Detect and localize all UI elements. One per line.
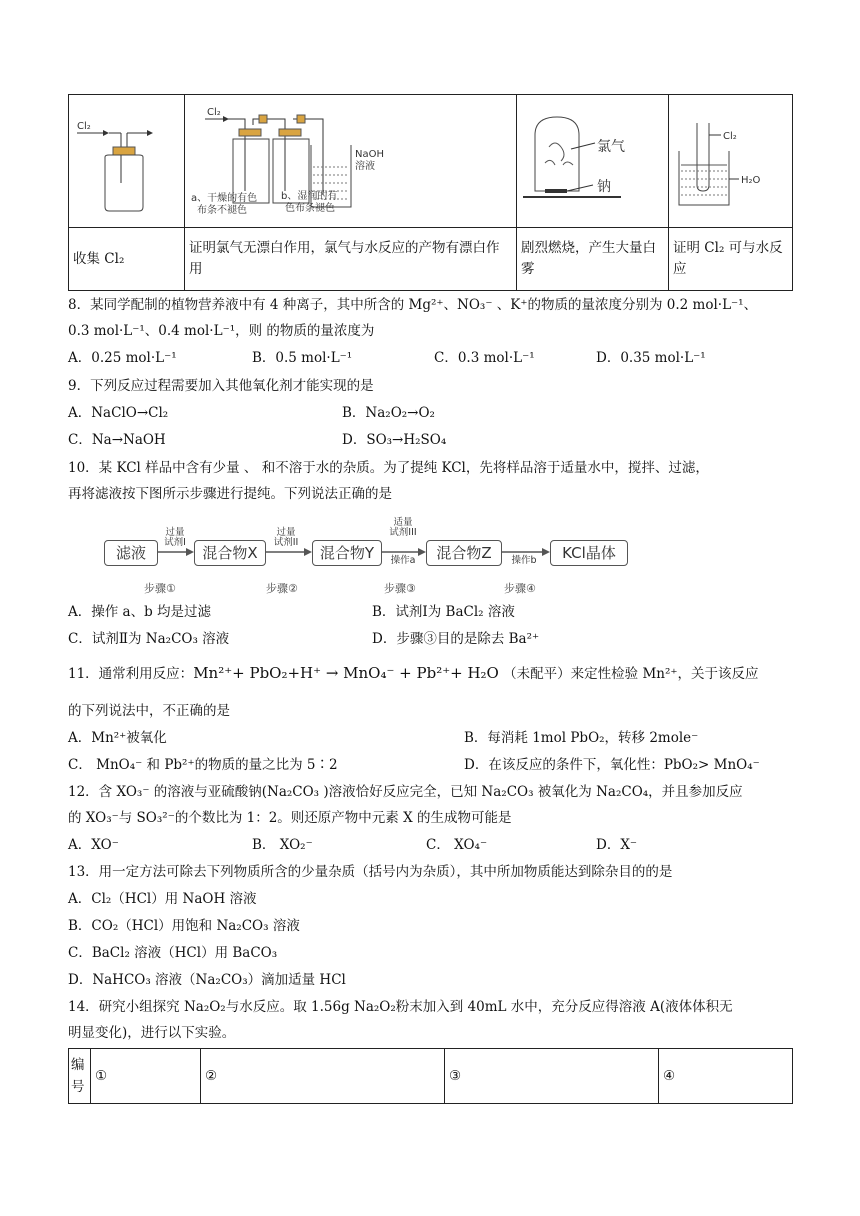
fig-b-solution-label: 溶液 <box>355 161 375 172</box>
q13-option-c: C．BaCl₂ 溶液（HCl）用 BaCO₃ <box>68 945 278 961</box>
flow-box-mixture-y: 混合物Y <box>312 540 382 566</box>
q11-option-d: D．在该反应的条件下，氧化性：PbO₂> MnO₄⁻ <box>464 757 760 773</box>
q13-option-a: A．Cl₂（HCl）用 NaOH 溶液 <box>68 891 257 907</box>
q13-option-b: B．CO₂（HCl）用饱和 Na₂CO₃ 溶液 <box>68 918 300 934</box>
experiment-cell-1: ① <box>91 1049 201 1104</box>
fig-c-sodium-label: 钠 <box>597 179 611 195</box>
experiment-table <box>68 1048 793 1104</box>
fig-a-gas-label: Cl₂ <box>77 121 91 132</box>
fig-b-note-b1: b、湿润的有 <box>281 191 338 202</box>
experiment-cell-2: ② <box>201 1049 445 1104</box>
fig-b-gas-label: Cl₂ <box>207 107 221 118</box>
fig-c-chlorine-label: 氯气 <box>597 139 625 155</box>
q10-option-b: B．试剂Ⅰ为 BaCl₂ 溶液 <box>372 604 515 620</box>
arrow1-label-1: 过量 <box>165 527 185 538</box>
q12-text2: 的 XO₃⁻与 SO₃²⁻的个数比为 1：2。则还原产物中元素 X 的生成物可能是 <box>68 810 512 826</box>
caption-2: 证明氯气无漂白作用，氯气与水反应的产物有漂白作用 <box>185 228 517 291</box>
fig-b-note-a2: 布条不褪色 <box>197 205 247 216</box>
q11-text <box>68 664 792 683</box>
experiment-cell-4: ④ <box>659 1049 793 1104</box>
fig-d-cl2-label: Cl₂ <box>723 131 737 142</box>
q8-option-c: C．0.3 mol·L⁻¹ <box>434 350 535 366</box>
arrow3-label-1: 适量 <box>393 517 413 528</box>
arrow1-label-2: 试剂I <box>164 537 186 548</box>
experiment-header: 编号 <box>69 1049 91 1104</box>
q10-option-c: C．试剂Ⅱ为 Na₂CO₃ 溶液 <box>68 631 230 647</box>
step-1-label: 步骤① <box>144 582 176 595</box>
flow-box-kcl-crystal: KCl晶体 <box>550 540 628 566</box>
fig-b-naoh-label: NaOH <box>355 149 384 160</box>
caption-3: 剧烈燃烧，产生大量白雾 <box>517 228 669 291</box>
q11-equation: Mn²⁺+ PbO₂+H⁺ → MnO₄⁻ + Pb²⁺+ H₂O <box>193 664 499 682</box>
q12-option-c: C． XO₄⁻ <box>426 837 488 853</box>
q10-option-d: D．步骤③目的是除去 Ba²⁺ <box>372 631 540 647</box>
q14-text: 14．研究小组探究 Na₂O₂与水反应。取 1.56g Na₂O₂粉末加入到 40mL 水中，充分反应得溶液 A(液体体积无 <box>68 999 733 1015</box>
q11-option-c: C． MnO₄⁻ 和 Pb²⁺的物质的量之比为 5∶2 <box>68 757 338 773</box>
q12-option-a: A．XO⁻ <box>68 837 119 853</box>
flow-box-mixture-z: 混合物Z <box>426 540 502 566</box>
q11-prefix: 11．通常利用反应： <box>68 666 194 682</box>
arrow4-label-1: 操作b <box>511 555 537 566</box>
q12-option-d: D．X⁻ <box>596 837 638 853</box>
step-4-label: 步骤④ <box>504 582 536 595</box>
figure-bleach-test <box>185 95 517 228</box>
q8-text: 8．某同学配制的植物营养液中有 4 种离子，其中所含的 Mg²⁺、NO₃⁻ 、K⁺的物质的量浓度分别为 0.2 mol·L⁻¹、 <box>68 297 758 313</box>
fig-d-h2o-label: H₂O <box>741 175 761 186</box>
q8-option-a: A．0.25 mol·L⁻¹ <box>68 350 177 366</box>
flow-box-filtrate: 滤液 <box>104 540 158 566</box>
q8-text2: 0.3 mol·L⁻¹、0.4 mol·L⁻¹，则 的物质的量浓度为 <box>68 323 375 339</box>
q9-option-a: A．NaClO→Cl₂ <box>68 405 169 421</box>
arrow2-label-1: 过量 <box>276 527 296 538</box>
q9-text: 9．下列反应过程需要加入其他氧化剂才能实现的是 <box>68 378 374 394</box>
q11-text2: 的下列说法中，不正确的是 <box>68 703 230 719</box>
q11-option-a: A．Mn²⁺被氧化 <box>68 730 167 746</box>
q8-option-b: B．0.5 mol·L⁻¹ <box>252 350 353 366</box>
step-3-label: 步骤③ <box>384 582 416 595</box>
q11-suffix: （未配平）来定性检验 Mn²⁺，关于该反应 <box>503 666 759 682</box>
q10-text: 10．某 KCl 样品中含有少量 、 和不溶于水的杂质。为了提纯 KCl，先将样品溶于适量水中，搅拌、过滤， <box>68 460 709 476</box>
q9-option-d: D．SO₃→H₂SO₄ <box>342 432 447 448</box>
q12-text: 12．含 XO₃⁻ 的溶液与亚硫酸钠(Na₂CO₃ )溶液恰好反应完全，已知 Na₂CO₃ 被氧化为 Na₂CO₄，并且参加反应 <box>68 784 743 800</box>
q13-text: 13．用一定方法可除去下列物质所含的少量杂质（括号内为杂质），其中所加物质能达到除杂目的的是 <box>68 864 673 880</box>
q10-option-a: A．操作 a、b 均是过滤 <box>68 604 212 620</box>
q9-option-b: B．Na₂O₂→O₂ <box>342 405 435 421</box>
q11-option-b: B．每消耗 1mol PbO₂，转移 2mole⁻ <box>464 730 699 746</box>
fig-b-note-a1: a、干燥的有色 <box>191 193 258 204</box>
step-2-label: 步骤② <box>266 582 298 595</box>
q10-text2: 再将滤液按下图所示步骤进行提纯。下列说法正确的是 <box>68 486 392 502</box>
fig-b-note-b2: 色布条褪色 <box>285 203 335 214</box>
q12-option-b: B． XO₂⁻ <box>252 837 313 853</box>
caption-4: 证明 Cl₂ 可与水反应 <box>669 228 793 291</box>
q8-option-d: D．0.35 mol·L⁻¹ <box>596 350 706 366</box>
flow-box-mixture-x: 混合物X <box>194 540 266 566</box>
arrow3-label-3: 操作a <box>390 555 416 566</box>
q9-option-c: C．Na→NaOH <box>68 432 166 448</box>
figure-cl2-water <box>669 95 793 228</box>
purification-flowchart <box>100 517 640 600</box>
caption-1: 收集 Cl₂ <box>69 228 185 291</box>
arrow2-label-2: 试剂II <box>273 537 299 548</box>
apparatus-table <box>68 94 793 291</box>
experiment-cell-3: ③ <box>445 1049 659 1104</box>
figure-sodium-burn <box>517 95 669 228</box>
q13-option-d: D．NaHCO₃ 溶液（Na₂CO₃）滴加适量 HCl <box>68 972 346 988</box>
figure-collect-cl2 <box>69 95 185 228</box>
arrow3-label-2: 试剂III <box>389 527 417 538</box>
q14-text2: 明显变化)，进行以下实验。 <box>68 1025 236 1041</box>
